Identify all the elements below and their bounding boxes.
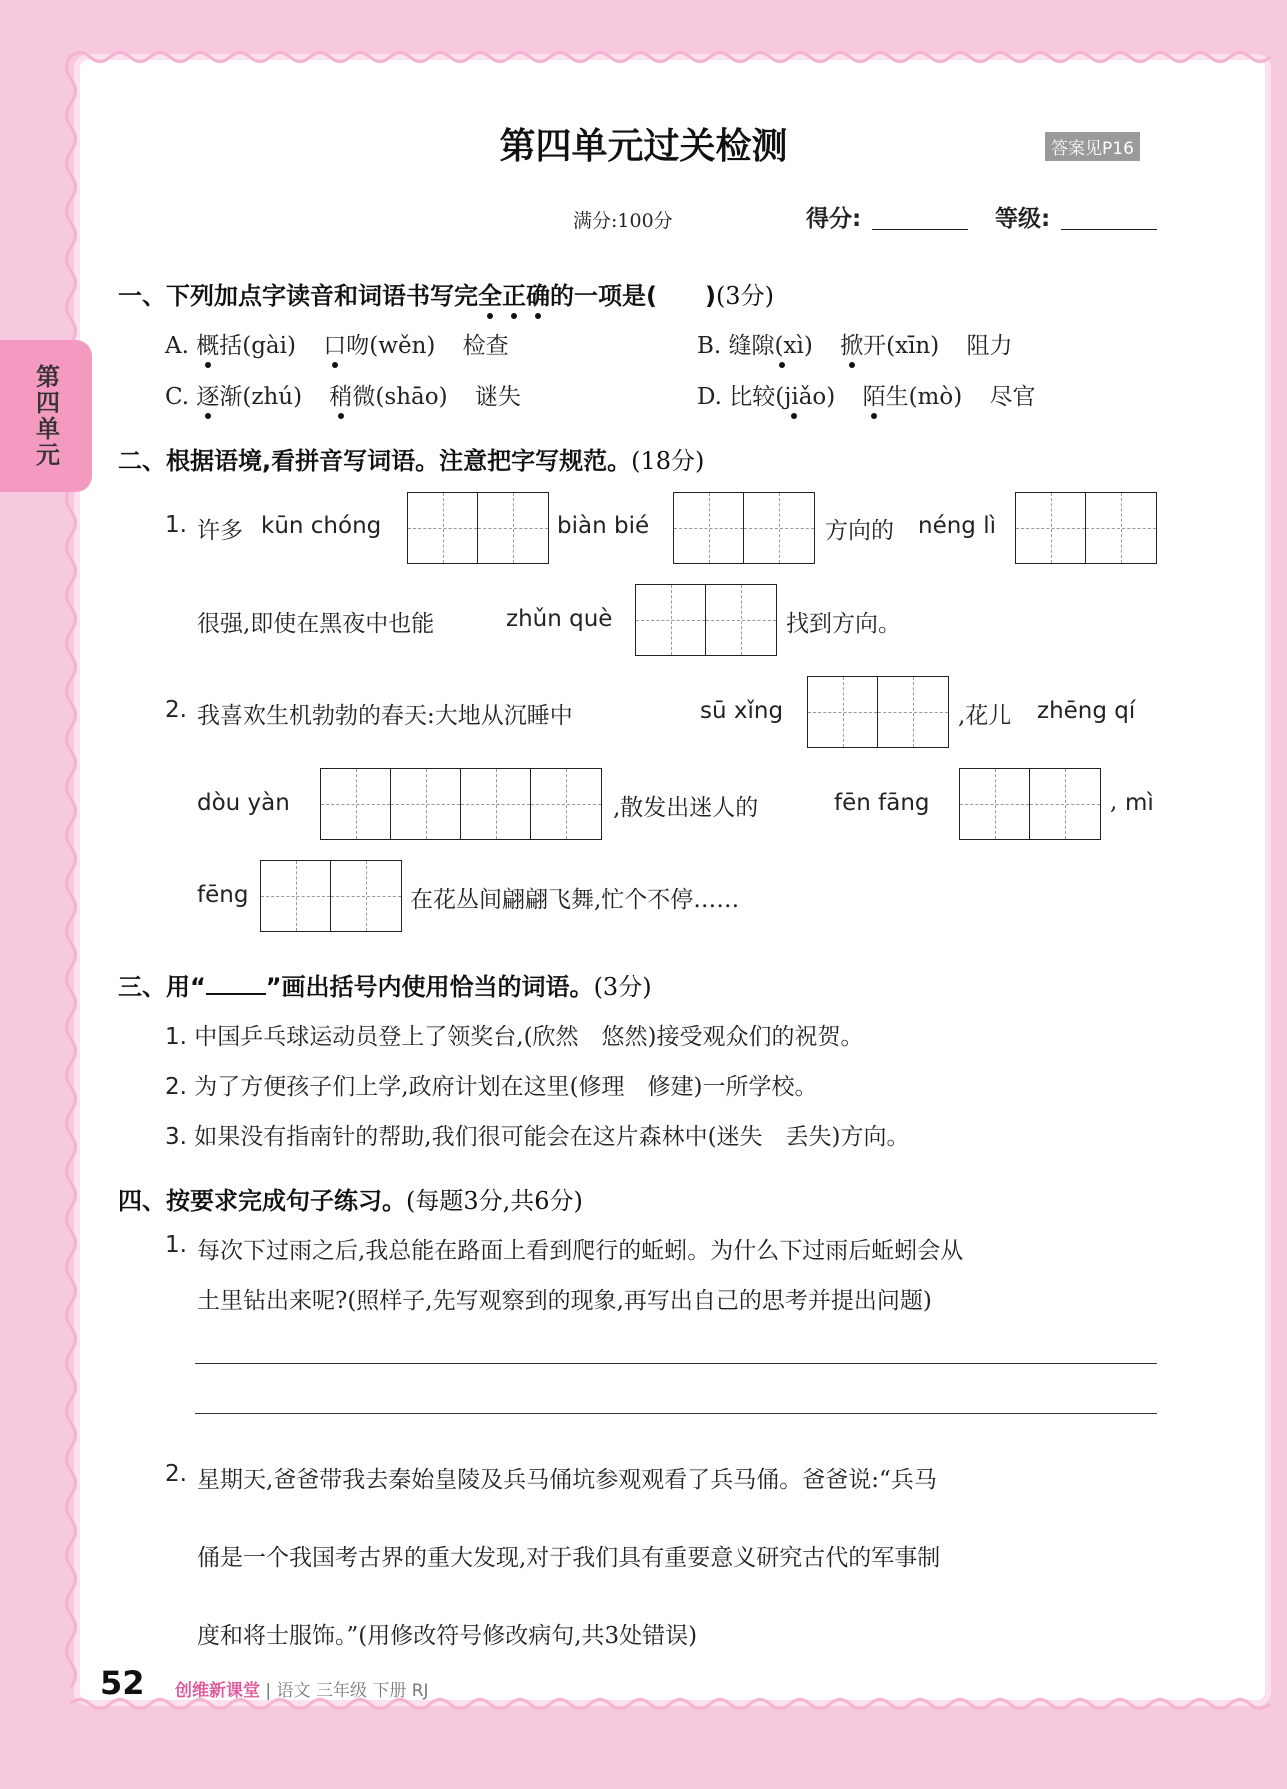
item-text: 为了方便孩子们上学,政府计划在这里(修理 修建)一所学校。	[194, 1074, 818, 1100]
score-label: 得分:	[806, 206, 862, 232]
q2-item2-text: 在花丛间翩翩飞舞,忙个不停……	[410, 887, 740, 913]
q1-option-b[interactable]	[697, 327, 1013, 360]
answer-line[interactable]	[195, 1413, 1157, 1414]
character-grid[interactable]	[320, 768, 602, 840]
word: 渐(zhú)	[219, 384, 303, 410]
word: 比	[729, 384, 753, 410]
q1-dotted-char: 正	[502, 282, 526, 310]
item-number: 3.	[165, 1124, 187, 1150]
item-number: 2.	[165, 1074, 187, 1100]
item-number: 1.	[165, 1024, 187, 1050]
q1-option-c[interactable]	[165, 378, 521, 411]
word: 检查	[462, 333, 509, 359]
pinyin: sū xǐng	[700, 698, 784, 724]
q4-item2-line1: 星期天,爸爸带我去秦始皇陵及兵马俑坑参观观看了兵马俑。爸爸说:“兵马	[197, 1467, 937, 1493]
q4-points: (每题3分,共6分)	[406, 1187, 583, 1215]
q2-item2-text: 我喜欢生机勃勃的春天:大地从沉睡中	[197, 703, 573, 729]
pinyin: fēng	[197, 882, 249, 908]
q3-heading-text: 三、用“	[118, 973, 206, 1001]
page-number: 52	[100, 1664, 145, 1702]
unit-side-tab	[0, 340, 92, 492]
word: 吻(wěn)	[346, 333, 436, 359]
q2-heading	[118, 441, 704, 476]
character-grid[interactable]	[959, 768, 1101, 840]
score-blank[interactable]	[872, 228, 968, 230]
dotted-char: 掀	[840, 333, 864, 359]
q4-heading	[118, 1181, 583, 1216]
answer-reference-badge: 答案见P16	[1045, 132, 1140, 161]
option-letter: C.	[165, 384, 190, 410]
q1-heading	[118, 276, 774, 311]
word: 生(mò)	[885, 384, 963, 410]
dotted-char: 较(jiǎo)	[752, 384, 836, 410]
pinyin: kūn chóng	[261, 513, 382, 539]
word: 括(gài)	[219, 333, 296, 359]
q2-item1-text: 很强,即使在黑夜中也能	[197, 611, 435, 637]
book-info: | 语文 三年级 下册 RJ	[265, 1681, 429, 1701]
q3-heading	[118, 967, 652, 1002]
q1-heading-text-end[interactable]: 的一项是( )	[550, 282, 716, 310]
word: 缝	[728, 333, 752, 359]
q1-heading-text: 一、下列加点字读音和词语书写完	[118, 282, 478, 310]
pinyin: néng lì	[918, 513, 996, 539]
item-text: 如果没有指南针的帮助,我们很可能会在这片森林中(迷失 丢失)方向。	[194, 1124, 910, 1150]
dotted-char: 概	[196, 333, 220, 359]
footer-text	[175, 1676, 429, 1701]
word: 开(xīn)	[863, 333, 940, 359]
character-grid[interactable]	[673, 492, 815, 564]
answer-line[interactable]	[195, 1363, 1157, 1364]
q2-item2-text: ,	[1110, 789, 1118, 815]
underline-sample	[206, 973, 266, 995]
word: 微(shāo)	[352, 384, 448, 410]
dotted-char: 隙(xì)	[751, 333, 813, 359]
character-grid[interactable]	[260, 860, 402, 932]
option-letter: D.	[697, 384, 722, 410]
wavy-border-top	[70, 48, 1275, 66]
character-grid[interactable]	[407, 492, 549, 564]
q2-item2-num: 2.	[165, 697, 187, 723]
page-title: 第四单元过关检测	[499, 126, 788, 167]
word: 阻力	[966, 333, 1013, 359]
q3-heading-text-end: ”画出括号内使用恰当的词语。	[265, 973, 594, 1001]
q4-heading-text: 四、按要求完成句子练习。	[118, 1187, 406, 1215]
q1-dotted-char: 全	[478, 282, 502, 310]
word: 尽官	[989, 384, 1036, 410]
q2-item1-text: 许多	[197, 518, 243, 544]
q2-item1-text: 方向的	[825, 518, 894, 544]
dotted-char: 逐	[196, 384, 220, 410]
brand-name: 创维新课堂	[175, 1681, 260, 1701]
option-letter: B.	[697, 333, 722, 359]
pinyin: dòu yàn	[197, 790, 290, 816]
pinyin: zhǔn què	[506, 606, 613, 632]
q3-points: (3分)	[593, 973, 652, 1001]
q1-dotted-char: 确	[526, 282, 550, 310]
word: 谜失	[474, 384, 521, 410]
q2-item1-text: 找到方向。	[786, 611, 901, 637]
unit-tab-label: 第四单元	[31, 364, 60, 468]
full-score: 满分:100分	[573, 210, 673, 232]
q4-item1-line2: 土里钻出来呢?(照样子,先写观察到的现象,再写出自己的思考并提出问题)	[197, 1288, 932, 1314]
q4-item2-line3: 度和将士服饰。”(用修改符号修改病句,共3处错误)	[197, 1623, 698, 1649]
q4-item1-num: 1.	[165, 1232, 187, 1258]
q2-item1-num: 1.	[165, 512, 187, 538]
q4-item2-num: 2.	[165, 1461, 187, 1487]
q4-item2-line2: 俑是一个我国考古界的重大发现,对于我们具有重要意义研究古代的军事制	[197, 1545, 941, 1571]
dotted-char: 口	[323, 333, 347, 359]
option-letter: A.	[165, 333, 189, 359]
character-grid[interactable]	[807, 676, 949, 748]
pinyin: zhēng qí	[1037, 698, 1136, 724]
pinyin: fēn fāng	[834, 790, 930, 816]
grade-label: 等级:	[995, 206, 1051, 232]
q3-item-2[interactable]	[165, 1068, 818, 1101]
q3-item-3[interactable]	[165, 1118, 910, 1151]
pinyin: mì	[1125, 790, 1154, 816]
q4-item1-line1: 每次下过雨之后,我总能在路面上看到爬行的蚯蚓。为什么下过雨后蚯蚓会从	[197, 1238, 964, 1264]
q1-option-a[interactable]	[165, 327, 509, 360]
dotted-char: 稍	[329, 384, 353, 410]
grade-blank[interactable]	[1061, 228, 1157, 230]
pinyin: biàn bié	[557, 513, 650, 539]
q2-item2-text: ,散发出迷人的	[613, 795, 759, 821]
character-grid[interactable]	[635, 584, 777, 656]
dotted-char: 陌	[862, 384, 886, 410]
item-text: 中国乒乓球运动员登上了领奖台,(欣然 悠然)接受观众们的祝贺。	[194, 1024, 864, 1050]
q1-option-d[interactable]	[697, 378, 1035, 411]
character-grid[interactable]	[1015, 492, 1157, 564]
wavy-border-left	[62, 55, 80, 1705]
q2-points: (18分)	[631, 447, 705, 475]
q3-item-1[interactable]	[165, 1018, 864, 1051]
q2-item2-text: ,花儿	[958, 703, 1012, 729]
q2-heading-text: 二、根据语境,看拼音写词语。注意把字写规范。	[118, 447, 632, 475]
q1-points: (3分)	[715, 282, 774, 310]
